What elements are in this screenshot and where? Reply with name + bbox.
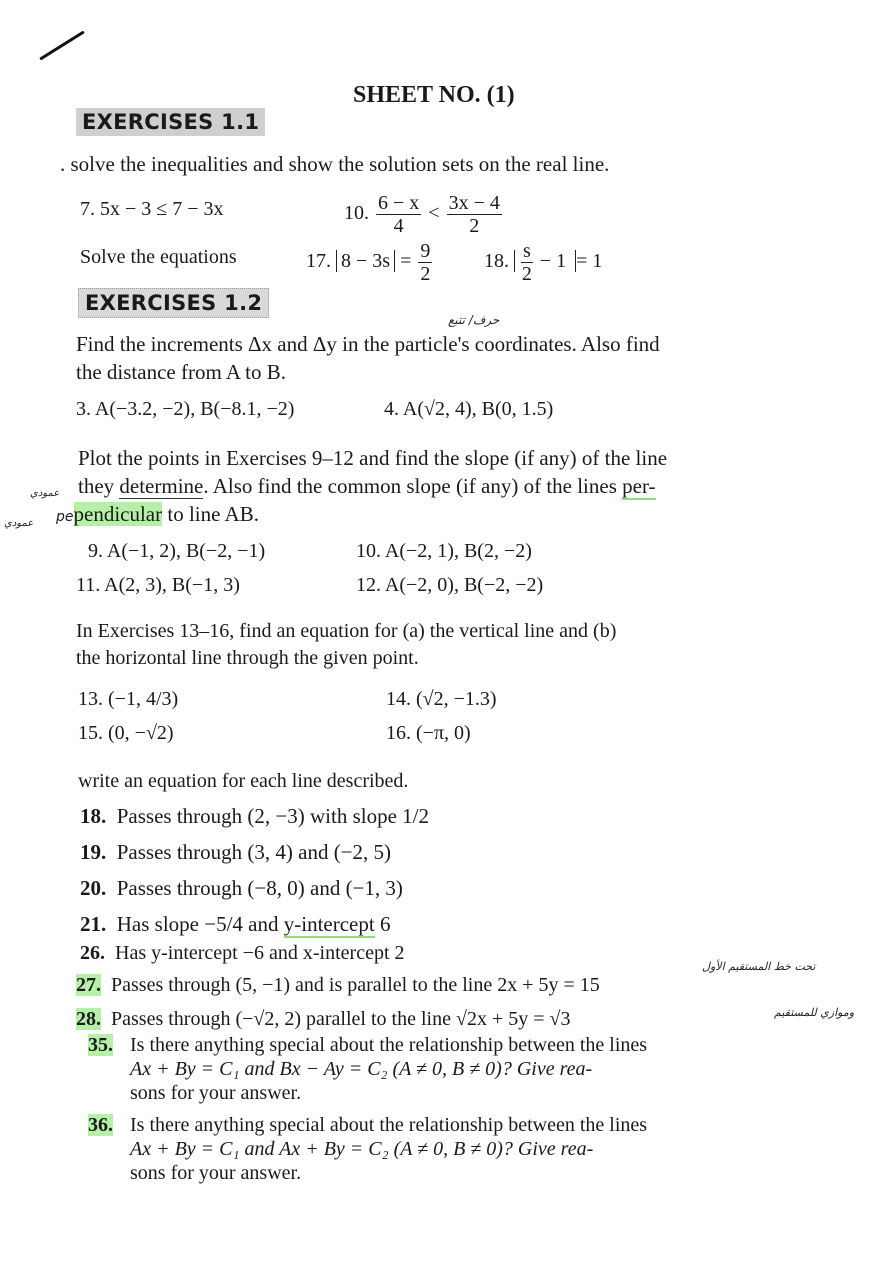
sheet-title: SHEET NO. (1) bbox=[353, 82, 515, 108]
problem-text: Has slope −5/4 and bbox=[116, 912, 284, 936]
problem-27-line bbox=[76, 974, 600, 997]
fraction bbox=[418, 240, 432, 285]
denominator: 2 bbox=[420, 263, 431, 285]
problem-14: 14. (√2, −1.3) bbox=[386, 688, 497, 710]
problem-35-number bbox=[88, 1034, 113, 1057]
section-intro-1-2-line-2: the distance from A to B. bbox=[76, 360, 286, 384]
problem-text: Passes through (5, −1) and is parallel to the line 2x + 5y = 15 bbox=[111, 974, 600, 996]
problem-number: 26. bbox=[80, 942, 105, 964]
problem-text: Passes through (3, 4) and (−2, 5) bbox=[116, 840, 392, 864]
numerator: s bbox=[523, 240, 531, 262]
handwritten-note-top: حرف/ تتبع bbox=[448, 313, 500, 327]
problem-number: 36. bbox=[88, 1114, 113, 1136]
problem-text: Passes through (2, −3) with slope 1/2 bbox=[116, 804, 429, 828]
denominator: 2 bbox=[521, 263, 532, 285]
handwritten-prefix: pe bbox=[56, 509, 74, 525]
problem-18-line bbox=[80, 804, 429, 829]
problem-9: 9. A(−1, 2), B(−2, −1) bbox=[88, 540, 266, 562]
problem-18-equation bbox=[484, 240, 602, 285]
problem-16: 16. (−π, 0) bbox=[386, 722, 471, 744]
problem-21-line bbox=[80, 912, 390, 937]
problem-36-line-1: Is there anything special about the relationship between the lines bbox=[130, 1114, 648, 1136]
lines-instructions-line-1: In Exercises 13–16, find an equation for (a) the vertical line and (b) bbox=[76, 620, 617, 642]
denominator: 4 bbox=[393, 215, 404, 237]
problem-26-line bbox=[80, 942, 405, 965]
problem-13: 13. (−1, 4/3) bbox=[78, 688, 179, 710]
problem-number: 17. bbox=[306, 250, 331, 273]
problem-number: 10. bbox=[344, 202, 369, 225]
problem-20-line bbox=[80, 876, 403, 901]
problem-3: 3. A(−3.2, −2), B(−8.1, −2) bbox=[76, 398, 295, 420]
problem-number: 21. bbox=[80, 912, 107, 936]
problem-36-number bbox=[88, 1114, 113, 1137]
text: . Also find the common slope (if any) of the lines bbox=[203, 474, 623, 498]
handwritten-note-left-2: عمودي bbox=[4, 518, 34, 529]
problem-10: 10. A(−2, 1), B(2, −2) bbox=[356, 540, 532, 562]
problem-text: Passes through (−√2, 2) parallel to the line √2x + 5y = √3 bbox=[111, 1008, 571, 1030]
fraction bbox=[521, 240, 533, 285]
problem-number: 18. bbox=[80, 804, 107, 828]
section-label-1-2: EXERCISES 1.2 bbox=[78, 288, 269, 318]
problem-number: 20. bbox=[80, 876, 107, 900]
underlined-word: per- bbox=[622, 474, 656, 498]
problem-15: 15. (0, −√2) bbox=[78, 722, 174, 744]
denominator: 2 bbox=[469, 215, 480, 237]
problem-number: 28. bbox=[76, 1008, 101, 1030]
problem-35-line-1: Is there anything special about the relationship between the lines bbox=[130, 1034, 648, 1056]
solve-equations-label: Solve the equations bbox=[80, 246, 237, 268]
problem-28-line bbox=[76, 1008, 570, 1031]
problem-number: 19. bbox=[80, 840, 107, 864]
plot-instructions-line-1: Plot the points in Exercises 9–12 and find the slope (if any) of the line bbox=[78, 446, 668, 470]
problem-number: 18. bbox=[484, 250, 509, 273]
handwritten-note-right-1: تحت خط المستقيم الأول bbox=[702, 960, 816, 973]
plot-instructions-line-3 bbox=[56, 502, 259, 527]
abs-tail: − 1 bbox=[539, 250, 567, 273]
section-intro-1-1: . solve the inequalities and show the solution sets on the real line. bbox=[60, 152, 610, 176]
text: they bbox=[78, 474, 120, 498]
problem-35-line-2: Ax + By = C₁ and Bx − Ay = C₂ (A ≠ 0, B ≠ 0)? Give rea- bbox=[130, 1058, 593, 1080]
problem-11: 11. A(2, 3), B(−1, 3) bbox=[76, 574, 240, 596]
underlined-word: determine bbox=[119, 474, 204, 498]
equals-one: = 1 bbox=[576, 250, 603, 273]
problem-7: 7. 5x − 3 ≤ 7 − 3x bbox=[80, 198, 224, 220]
problem-text: Passes through (−8, 0) and (−1, 3) bbox=[116, 876, 403, 900]
numerator: 6 − x bbox=[378, 192, 420, 214]
absolute-value: 8 − 3s bbox=[336, 250, 395, 272]
highlighted-word: pendicular bbox=[73, 502, 163, 526]
relation-symbol: < bbox=[428, 202, 440, 225]
section-label-1-1: EXERCISES 1.1 bbox=[76, 108, 265, 136]
write-equation-instructions: write an equation for each line described. bbox=[78, 770, 409, 792]
numerator: 3x − 4 bbox=[448, 192, 500, 214]
plot-instructions-line-2 bbox=[78, 474, 656, 499]
fraction-right bbox=[447, 192, 502, 237]
handwritten-note-right-2: وموازي للمستقيم bbox=[774, 1006, 855, 1019]
problem-36-line-3: sons for your answer. bbox=[130, 1162, 302, 1184]
problem-number: 35. bbox=[88, 1034, 113, 1056]
numerator: 9 bbox=[420, 240, 431, 262]
problem-text: 6 bbox=[374, 912, 391, 936]
problem-text: Has y-intercept −6 and x-intercept 2 bbox=[115, 942, 405, 964]
absolute-value bbox=[514, 240, 576, 285]
problem-4: 4. A(√2, 4), B(0, 1.5) bbox=[384, 398, 554, 420]
section-intro-1-2-line-1: Find the increments Δx and Δy in the particle's coordinates. Also find bbox=[76, 332, 660, 356]
lines-instructions-line-2: the horizontal line through the given point. bbox=[76, 647, 419, 669]
underlined-word: y-intercept bbox=[283, 912, 375, 936]
problem-36-line-2: Ax + By = C₁ and Ax + By = C₂ (A ≠ 0, B ≠ 0)? Give rea- bbox=[130, 1138, 594, 1160]
problem-number: 27. bbox=[76, 974, 101, 996]
problem-35-line-3: sons for your answer. bbox=[130, 1082, 302, 1104]
problem-10-inequality bbox=[344, 192, 504, 237]
pen-stroke bbox=[39, 30, 85, 60]
problem-12: 12. A(−2, 0), B(−2, −2) bbox=[356, 574, 544, 596]
text: to line AB. bbox=[167, 502, 259, 526]
handwritten-note-left-1: عمودي bbox=[30, 488, 60, 499]
problem-17-equation bbox=[306, 240, 434, 285]
problem-19-line bbox=[80, 840, 391, 865]
equals-sign: = bbox=[400, 250, 412, 273]
fraction-left bbox=[376, 192, 421, 237]
